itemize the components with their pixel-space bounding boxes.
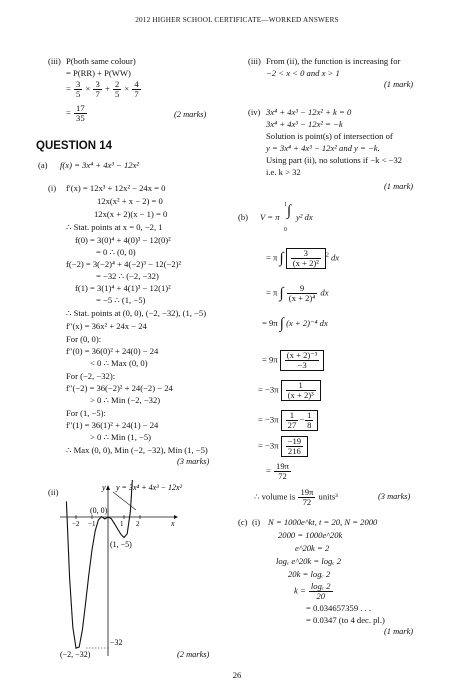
deriv-line-12: For (0, 0): <box>66 334 102 344</box>
b-marks: (3 marks) <box>378 492 411 501</box>
part-iii-line4: = $\frac{17}{35}$ <box>66 103 85 123</box>
quartic-graph <box>58 480 228 660</box>
b-step6: = −3π $\frac{1}{27}$ − $\frac{1}{8}$ <box>258 410 318 431</box>
y-axis-arrow <box>106 485 110 490</box>
integral-sign-0: ∫ <box>287 203 292 219</box>
x-tick-label: 1 <box>120 520 124 528</box>
c-line6: k = $\frac{\text{logₑ 2}}{20}$ <box>294 581 331 601</box>
c-line5: 20k = logₑ 2 <box>288 569 331 579</box>
b-step7: = −3π $\frac{-19}{216}$ <box>258 436 308 457</box>
c-label: (c) <box>238 517 248 527</box>
question-title: QUESTION 14 <box>36 140 113 152</box>
deriv-line-18: For (1, −5): <box>66 408 106 418</box>
bracket-1: $\frac{3}{\text{(x + 2)²}}$ <box>286 248 326 269</box>
deriv-line-17: > 0 ∴ Min (−2, −32) <box>90 395 161 405</box>
c-line2: 2000 = 1000e^20k <box>278 530 343 540</box>
deriv-line-20: > 0 ∴ Min (1, −5) <box>90 432 151 442</box>
graph-marks: (2 marks) <box>177 650 210 659</box>
r-iv-line4: y = 3x⁴ + 4x³ − 12x² and y = −k. <box>266 143 380 153</box>
deriv-line-15: For (−2, −32): <box>66 371 116 381</box>
deriv-line-10: ∴ Stat. points at (0, 0), (−2, −32), (1, −5) <box>66 308 207 318</box>
graph-label: (ii) <box>48 487 59 497</box>
b-step3: = 9π ∫ (x + 2)⁻⁴ dx <box>262 316 328 333</box>
r-iv-marks: (1 mark) <box>384 182 414 191</box>
r-iii-marks: (1 mark) <box>384 80 414 89</box>
part-iii-line2: = P(RR) + P(WW) <box>66 68 131 78</box>
b-volume: ∴ volume is $\frac{19\pi}{72}$ units³ <box>254 487 338 507</box>
deriv-line-16: f″(−2) = 36(−2)² + 24(−2) − 24 <box>66 383 173 393</box>
curve-label-leader <box>113 492 136 510</box>
part-iii-line1: P(both same colour) <box>66 56 136 66</box>
deriv-line-7: = −32 ∴ (−2, −32) <box>96 271 159 281</box>
deriv-line-19: f″(1) = 36(1)² + 24(1) − 24 <box>66 420 159 430</box>
c-i-label: (i) <box>252 517 261 527</box>
deriv-line-3: ∴ Stat. points at x = 0, −2, 1 <box>66 222 163 232</box>
part-a-function: f(x) = 3x⁴ + 4x³ − 12x² <box>60 160 139 170</box>
deriv-line-5: = 0 ∴ (0, 0) <box>96 247 136 257</box>
part-iii-label: (iii) <box>48 56 61 66</box>
x-axis-label: x <box>171 519 175 528</box>
x-tick-label: −2 <box>72 520 80 528</box>
deriv-line-4: f(0) = 3(0)⁴ + 4(0)³ − 12(0)² <box>75 235 171 245</box>
part-a-label: (a) <box>38 160 48 170</box>
c-marks: (1 mark) <box>384 627 414 636</box>
integral-sign-1: ∫ <box>279 250 284 267</box>
part-iii-line3: = $\frac{3}{5}$ × $\frac{3}{7}$ + $\frac{2}{5}$ × $\frac{4}{7}$ <box>66 79 139 99</box>
r-iv-line2: 3x⁴ + 4x³ − 12x² = −k <box>266 119 343 129</box>
deriv-line-21: ∴ Max (0, 0), Min (−2, −32), Min (1, −5) <box>66 445 208 455</box>
b-step1: = π ∫ $\frac{3}{\text{(x + 2)²}}$ $^2$ dx <box>266 248 340 268</box>
r-iii-label: (iii) <box>248 56 261 66</box>
b-step5: = −3π $\frac{1}{\text{(x + 2)³}}$ <box>258 380 321 401</box>
b-step4: = 9π $\frac{\text{(x + 2)⁻³}}{-3}$ <box>262 350 324 371</box>
b-step8: = $\frac{19\pi}{72}$ <box>266 461 289 481</box>
x-axis-arrow <box>174 515 178 519</box>
deriv-line-2: 12x(x + 2)(x − 1) = 0 <box>94 209 168 219</box>
x-tick-label: 2 <box>136 520 140 528</box>
min-left-label: (−2, −32) <box>60 650 91 659</box>
b-limit-top: 1 <box>284 202 287 208</box>
c-line8: = 0.0347 (to 4 dec. pl.) <box>306 615 385 625</box>
min-right-label: (1, −5) <box>110 540 132 549</box>
deriv-line-9: = −5 ∴ (1, −5) <box>96 295 146 305</box>
x-tick-label: −1 <box>88 520 96 528</box>
c-line3: e^20k = 2 <box>295 543 330 553</box>
page-number: 26 <box>232 670 242 680</box>
part-a-i-marks: (3 marks) <box>177 457 210 466</box>
deriv-line-11: f″(x) = 36x² + 24x − 24 <box>66 321 147 331</box>
r-iv-line1: 3x⁴ + 4x³ − 12x² + k = 0 <box>266 107 352 117</box>
origin-label: (0, 0) <box>90 506 108 515</box>
b-limit-bottom: 0 <box>284 227 287 233</box>
c-line1: N = 1000e^kt, t = 20, N = 2000 <box>268 517 378 527</box>
curve-equation-label: y = 3x⁴ + 4x³ − 12x² <box>116 483 182 492</box>
y-axis-label: y <box>102 483 106 492</box>
c-line7: = 0.034657359 . . . <box>306 603 372 613</box>
c-line4: logₑ e^20k = logₑ 2 <box>276 556 342 566</box>
r-iv-line3: Solution is point(s) of intersection of <box>266 131 393 141</box>
r-iv-label: (iv) <box>248 107 261 117</box>
deriv-line-6: f(−2) = 3(−2)⁴ + 4(−2)³ − 12(−2)² <box>66 259 182 269</box>
r-iv-line5: Using part (ii), no solutions if −k < −32 <box>266 155 403 165</box>
b-v-pi: V = π <box>260 212 280 222</box>
part-a-i-label: (i) <box>48 183 57 193</box>
b-label: (b) <box>238 212 249 222</box>
r-iii-line1: From (ii), the function is increasing for <box>266 56 401 66</box>
r-iv-line6: i.e. k > 32 <box>266 167 301 177</box>
integral-sign-2: ∫ <box>279 285 284 302</box>
deriv-line-14: < 0 ∴ Max (0, 0) <box>90 358 148 368</box>
deriv-line-8: f(1) = 3(1)⁴ + 4(1)³ − 12(1)² <box>75 283 171 293</box>
deriv-line-1: 12x(x² + x − 2) = 0 <box>97 196 163 206</box>
page-header: 2012 HIGHER SCHOOL CERTIFICATE—WORKED ANSWERS <box>135 16 339 24</box>
b-step2: = π ∫ $\frac{9}{\text{(x + 2)⁴}}$ dx <box>266 283 329 303</box>
deriv-line-0: f′(x) = 12x³ + 12x² − 24x = 0 <box>66 183 166 193</box>
b-y2dx: y² dx <box>296 212 313 222</box>
r-iii-line2: −2 < x < 0 and x > 1 <box>266 68 340 78</box>
y-tick-minus-32: −32 <box>110 638 123 647</box>
part-iii-marks: (2 marks) <box>174 110 207 119</box>
integral-sign-3: ∫ <box>279 316 284 333</box>
deriv-line-13: f″(0) = 36(0)² + 24(0) − 24 <box>66 346 159 356</box>
